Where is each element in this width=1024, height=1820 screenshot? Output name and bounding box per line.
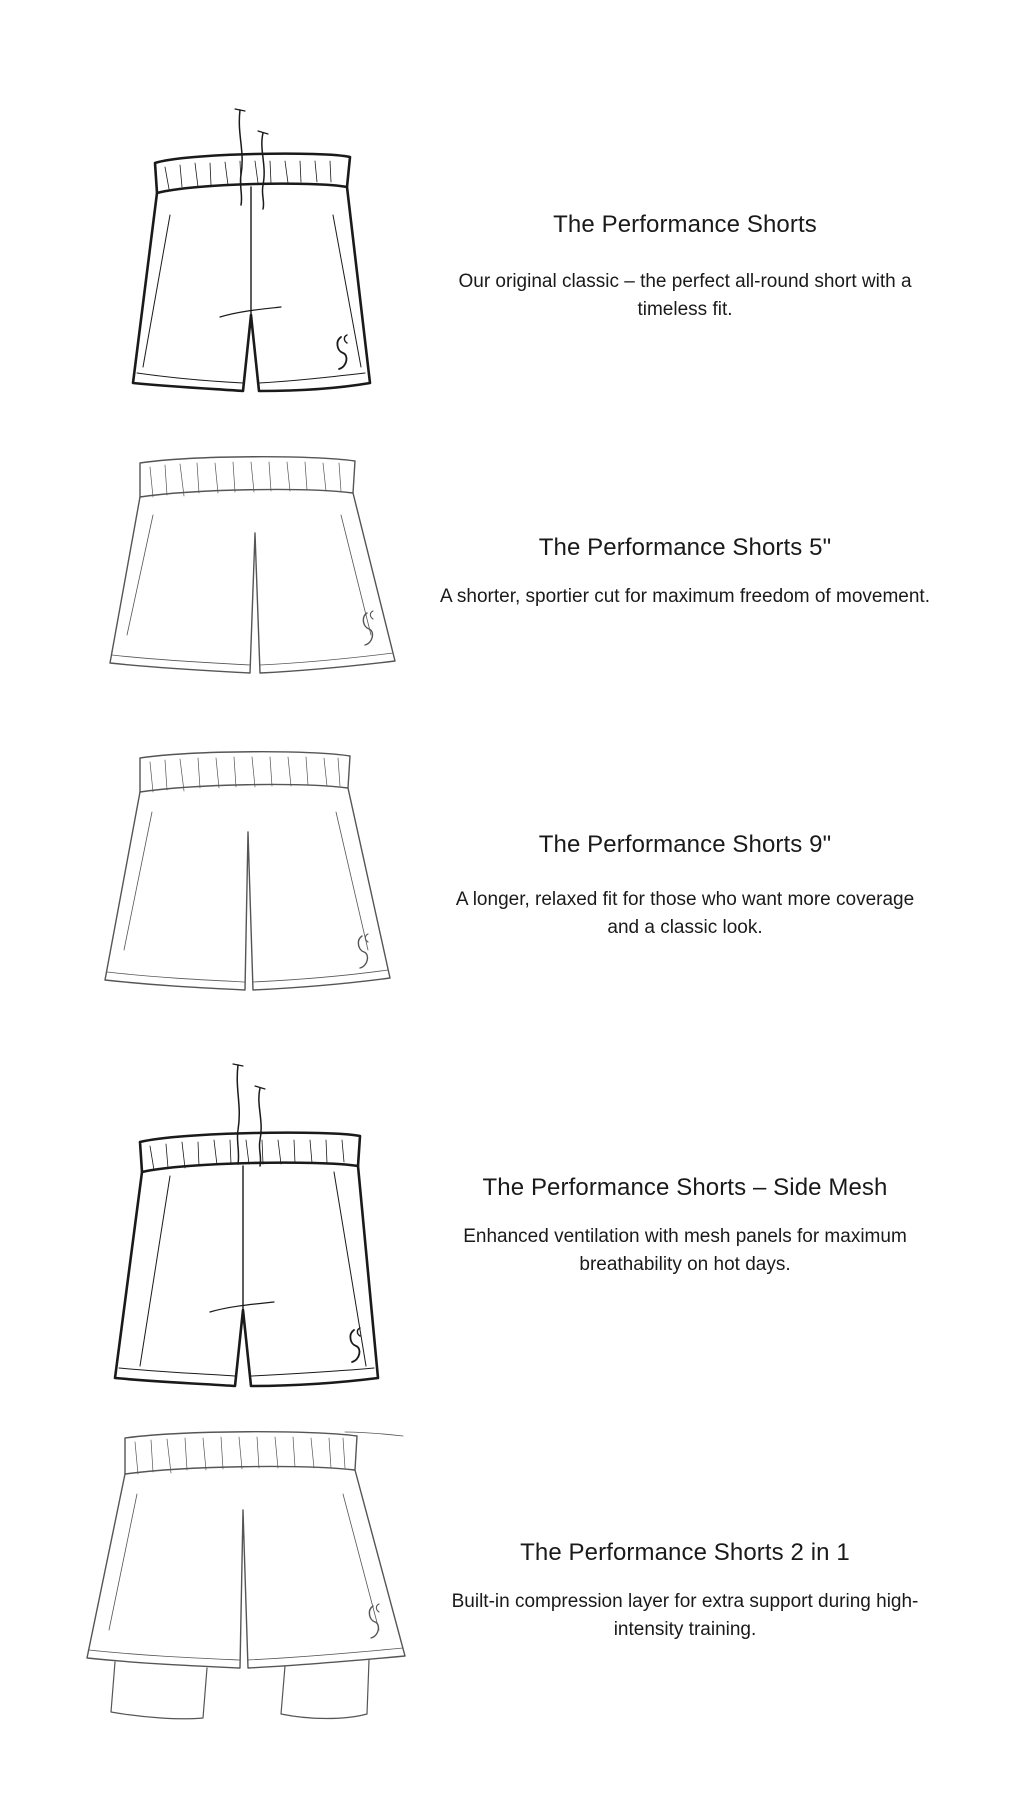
product-text bbox=[440, 830, 930, 942]
product-description: Our original classic – the perfect all-round short with a timeless fit. bbox=[458, 271, 912, 320]
product-performance-shorts bbox=[0, 0, 1024, 420]
product-text bbox=[440, 1538, 930, 1644]
shorts-side-mesh-illustration bbox=[110, 1060, 390, 1390]
product-description: A shorter, sportier cut for maximum freedom of movement. bbox=[440, 586, 930, 607]
product-text bbox=[440, 533, 930, 611]
product-title: The Performance Shorts 5" bbox=[538, 534, 832, 561]
shorts-2-in-1-illustration bbox=[85, 1430, 415, 1730]
product-performance-shorts-9 bbox=[0, 720, 1024, 1040]
product-text bbox=[440, 1173, 930, 1279]
shorts-illustration bbox=[125, 105, 385, 405]
product-description: A longer, relaxed fit for those who want more coverage and a classic look. bbox=[455, 889, 915, 938]
product-description: Built-in compression layer for extra support during high-intensity training. bbox=[451, 1591, 919, 1640]
product-performance-shorts-2-in-1 bbox=[0, 1400, 1024, 1820]
shorts-5-illustration bbox=[105, 455, 400, 685]
product-text bbox=[440, 210, 930, 324]
shorts-9-illustration bbox=[100, 750, 395, 1000]
product-title: The Performance Shorts 2 in 1 bbox=[520, 1539, 850, 1566]
product-title: The Performance Shorts – Side Mesh bbox=[482, 1174, 888, 1201]
product-title: The Performance Shorts bbox=[553, 211, 817, 238]
product-description: Enhanced ventilation with mesh panels for maximum breathability on hot days. bbox=[463, 1226, 907, 1275]
product-title: The Performance Shorts 9" bbox=[538, 831, 832, 858]
product-performance-shorts-5 bbox=[0, 420, 1024, 720]
product-performance-shorts-side-mesh bbox=[0, 1040, 1024, 1400]
